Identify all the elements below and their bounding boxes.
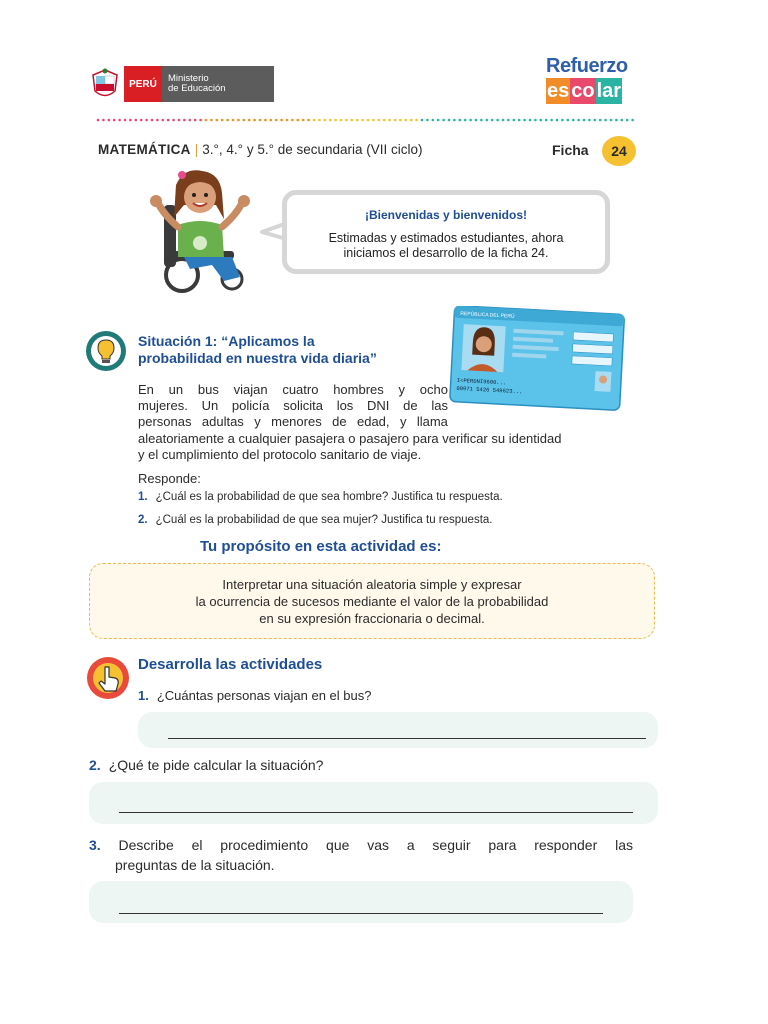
coat-of-arms-icon bbox=[90, 67, 120, 101]
purpose-title: Tu propósito en esta actividad es: bbox=[200, 538, 442, 555]
brand-tile: co bbox=[571, 80, 595, 102]
situation-question-1: 1. ¿Cuál es la probabilidad de que sea hombre? Justifica tu respuesta. bbox=[138, 491, 503, 503]
purpose-box: Interpretar una situación aleatoria simple y expresar la ocurrencia de sucesos mediante el valor de la probabilidad en su expresión fraccionaria o decimal. bbox=[89, 563, 655, 639]
subject-line: MATEMÁTICA | 3.°, 4.° y 5.° de secundaria (VII ciclo) bbox=[98, 142, 423, 157]
development-title: Desarrolla las actividades bbox=[138, 656, 323, 673]
development-question-3: 3. Describe el procedimiento que vas a seguir para responder las preguntas de la situación. bbox=[89, 837, 633, 873]
subject-grades: 3.°, 4.° y 5.° de secundaria (VII ciclo) bbox=[202, 142, 423, 157]
ministry-label: Ministerio de Educación bbox=[162, 66, 274, 102]
situation-question-2: 2. ¿Cuál es la probabilidad de que sea mujer? Justifica tu respuesta. bbox=[138, 514, 493, 526]
development-question-1: 1. ¿Cuántas personas viajan en el bus? bbox=[138, 688, 372, 703]
welcome-message: Estimadas y estimados estudiantes, ahora iniciamos el desarrollo de la ficha 24. bbox=[328, 231, 564, 260]
subject-name: MATEMÁTICA bbox=[98, 142, 191, 157]
paragraph-line: mujeres. Un policía solicita los DNI de las bbox=[138, 398, 448, 414]
paragraph-line: aleatoriamente a cualquier pasajera o pasajero para verificar su identidad bbox=[138, 430, 562, 446]
dni-mrz-line1: I<PERDNI9600... bbox=[456, 376, 507, 387]
paragraph-line: personas adultas y menores de edad, y llama bbox=[138, 414, 448, 430]
development-question-2: 2. ¿Qué te pide calcular la situación? bbox=[89, 757, 324, 773]
answer-box-2[interactable] bbox=[89, 782, 658, 824]
responde-label: Responde: bbox=[138, 471, 201, 486]
welcome-speech-bubble bbox=[282, 190, 610, 274]
situation-title: Situación 1: “Aplicamos la probabilidad en nuestra vida diaria” bbox=[138, 333, 377, 366]
refuerzo-escolar-logo bbox=[546, 56, 638, 108]
answer-box-1[interactable] bbox=[138, 712, 658, 748]
paragraph-line: En un bus viajan cuatro hombres y ocho bbox=[138, 382, 448, 397]
lightbulb-icon bbox=[85, 330, 127, 372]
ficha-label: Ficha bbox=[552, 142, 589, 158]
ficha-number-badge: 24 bbox=[602, 136, 636, 166]
situation-paragraph bbox=[138, 382, 648, 463]
brand-line2 bbox=[546, 78, 638, 104]
paragraph-line: y el cumplimiento del protocolo sanitario de viaje. bbox=[138, 446, 422, 462]
brand-tile: es bbox=[547, 80, 570, 102]
welcome-title: ¡Bienvenidas y bienvenidos! bbox=[364, 208, 528, 222]
peru-label: PERÚ bbox=[124, 66, 162, 102]
brand-tile: lar bbox=[596, 80, 622, 102]
ministry-logo bbox=[90, 66, 274, 102]
hand-pointer-icon bbox=[85, 655, 131, 701]
student-wheelchair-illustration bbox=[140, 165, 260, 293]
dni-header: REPÚBLICA DEL PERÚ bbox=[460, 310, 515, 320]
brand-line1: Refuerzo bbox=[546, 55, 628, 77]
dni-mrz-line2: 00971 5426 548623... bbox=[456, 384, 523, 396]
answer-box-3[interactable] bbox=[89, 881, 633, 923]
dotted-divider bbox=[96, 118, 636, 122]
